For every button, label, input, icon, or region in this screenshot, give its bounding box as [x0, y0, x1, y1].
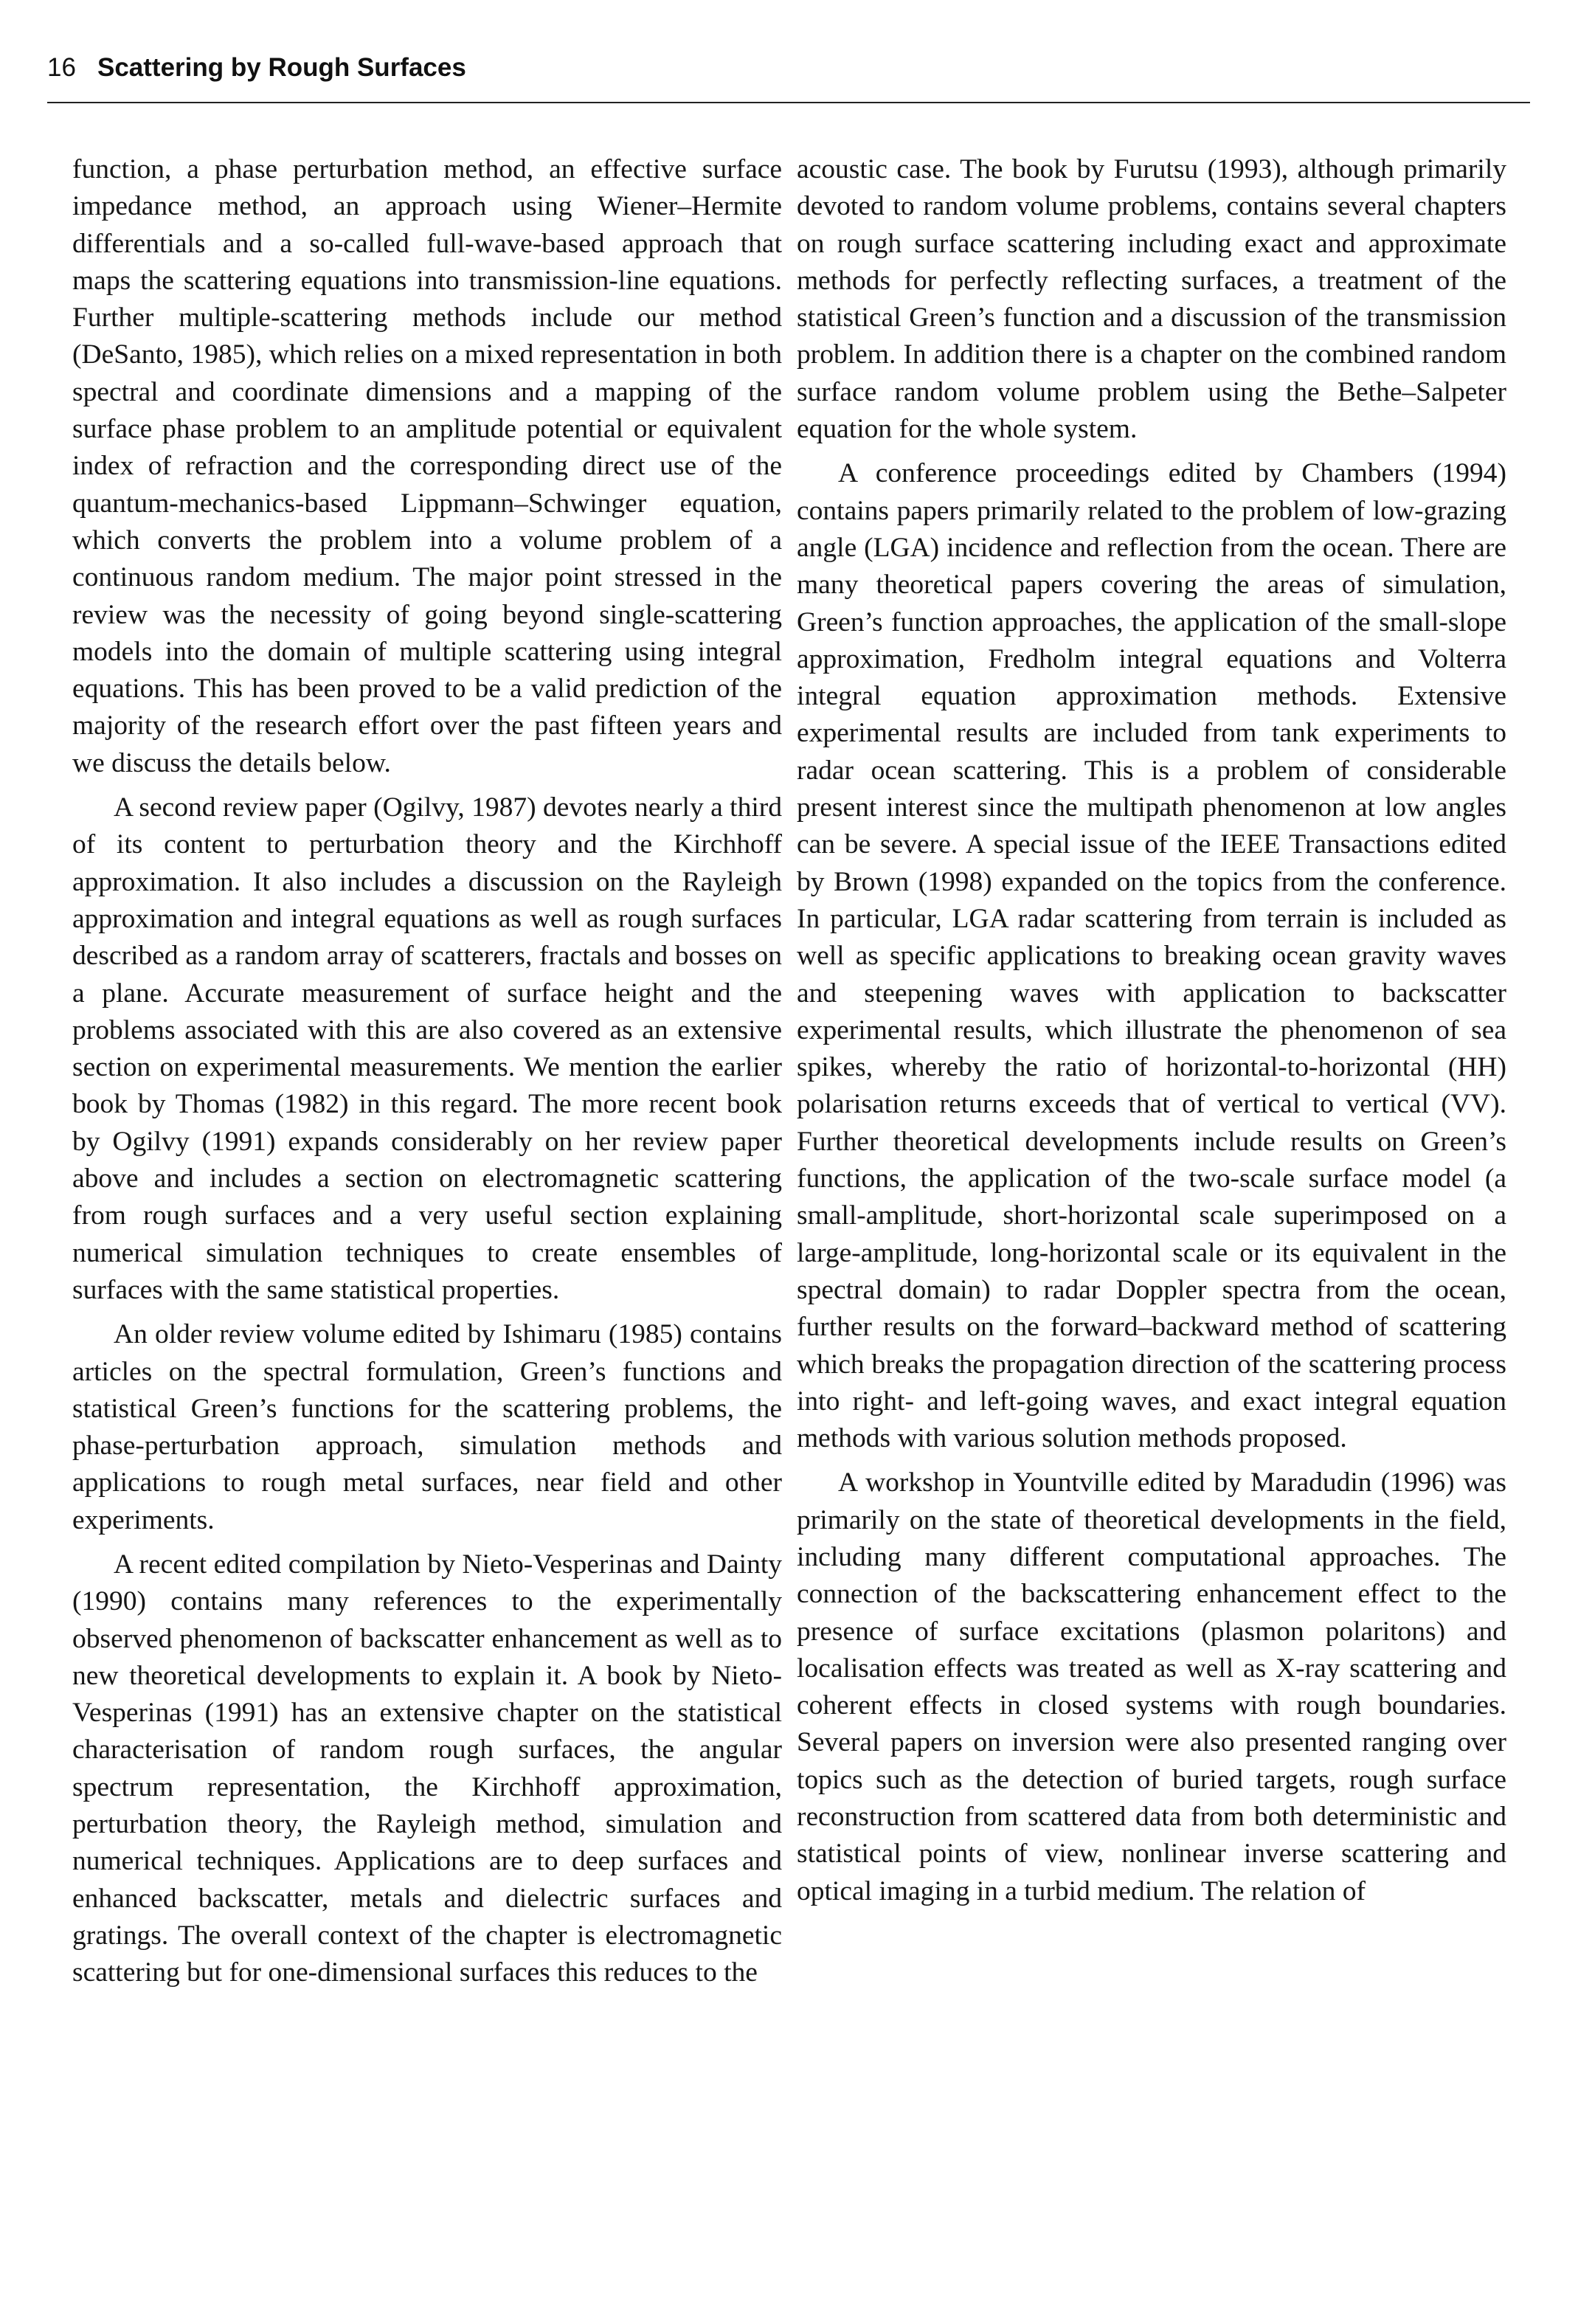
paragraph: function, a phase perturbation method, an effective surface impedance method, an approach using Wiener–Hermite differentials and a so-called full-wave-based approach that maps the scattering equations into transmission-line equations. Further multiple-scattering methods include our method (DeSanto, 1985), which relies on a mixed representation in both spectral and coordinate dimensions and a mapping of the surface phase problem to an amplitude potential or equivalent index of refraction and the corresponding direct use of the quantum-mechanics-based Lippmann–Schwinger equation, which converts the problem into a volume problem of a continuous random medium. The major point stressed in the review was the necessity of going beyond single-scattering models into the domain of multiple scattering using integral equations. This has been proved to be a valid prediction of the majority of the research effort over the past fifteen years and we discuss the details below. [72, 154, 782, 778]
paragraph: An older review volume edited by Ishimaru (1985) contains articles on the spectral formulation, Green’s functions and statistical Green’s functions for the scattering problems, the phase-perturbation approach, simulation methods and applications to rough metal surfaces, near field and other experiments. [72, 1319, 782, 1535]
page-number: 16 [47, 53, 76, 82]
paragraph: A second review paper (Ogilvy, 1987) devotes nearly a third of its content to perturbation theory and the Kirchhoff approximation. It also includes a discussion on the Rayleigh approximation and integral equations as well as rough surfaces described as a random array of scatterers, fractals and bosses on a plane. Accurate measurement of surface height and the problems associated with this are also covered as an extensive section on experimental measurements. We mention the earlier book by Thomas (1982) in this regard. The more recent book by Ogilvy (1991) expands considerably on her review paper above and includes a section on electromagnetic scattering from rough surfaces and a very useful section explaining numerical simulation techniques to create ensembles of surfaces with the same statistical properties. [72, 792, 782, 1305]
paragraph: A conference proceedings edited by Chambers (1994) contains papers primarily related to the problem of low-grazing angle (LGA) incidence and reflection from the ocean. There are many theoretical papers covering the areas of simulation, Green’s function approaches, the application of the small-slope approximation, Fredholm integral equations and Volterra integral equation approximation methods. Extensive experimental results are included from tank experiments to radar ocean scattering. This is a problem of considerable present interest since the multipath phenomenon at low angles can be severe. A special issue of the IEEE Transactions edited by Brown (1998) expanded on the topics from the conference. In particular, LGA radar scattering from terrain is included as well as specific applications to breaking ocean gravity waves and steepening waves with application to backscatter experimental results, which illustrate the phenomenon of sea spikes, whereby the ratio of horizontal-to-horizontal (HH) polarisation returns exceeds that of vertical to vertical (VV). Further theoretical developments include results on Green’s functions, the application of the two-scale surface model (a small-amplitude, short-horizontal scale superimposed on a large-amplitude, long-horizontal scale or its equivalent in the spectral domain) to radar Doppler spectra from the ocean, further results on the forward–backward method of scattering which breaks the propagation direction of the scattering process into right- and left-going waves, and exact integral equation methods with various solution methods proposed. [797, 458, 1506, 1454]
left-column [72, 151, 782, 1992]
right-column [797, 151, 1506, 1910]
running-title: Scattering by Rough Surfaces [97, 53, 466, 82]
page-header [47, 50, 1530, 103]
paragraph: A recent edited compilation by Nieto-Vesperinas and Dainty (1990) contains many references to the experimentally observed phenomenon of backscatter enhancement as well as to new theoretical developments to explain it. A book by Nieto-Vesperinas (1991) has an extensive chapter on the statistical characterisation of random rough surfaces, the angular spectrum representation, the Kirchhoff approximation, perturbation theory, the Rayleigh method, simulation and numerical techniques. Applications are to deep surfaces and enhanced backscatter, metals and dielectric surfaces and gratings. The overall context of the chapter is electromagnetic scattering but for one-dimensional surfaces this reduces to the [72, 1549, 782, 1988]
paragraph: A workshop in Yountville edited by Maradudin (1996) was primarily on the state of theoretical developments in the field, including many different computational approaches. The connection of the backscattering enhancement effect to the presence of surface excitations (plasmon polaritons) and localisation effects was treated as well as X-ray scattering and coherent effects in closed systems with rough boundaries. Several papers on inversion were also presented ranging over topics such as the detection of buried targets, rough surface reconstruction from scattered data from both deterministic and statistical points of view, nonlinear inverse scattering and optical imaging in a turbid medium. The relation of [797, 1467, 1506, 1906]
paragraph: acoustic case. The book by Furutsu (1993), although primarily devoted to random volume problems, contains several chapters on rough surface scattering including exact and approximate methods for perfectly reflecting surfaces, a treatment of the statistical Green’s function and a discussion of the transmission problem. In addition there is a chapter on the combined random surface random volume problem using the Bethe–Salpeter equation for the whole system. [797, 154, 1506, 445]
